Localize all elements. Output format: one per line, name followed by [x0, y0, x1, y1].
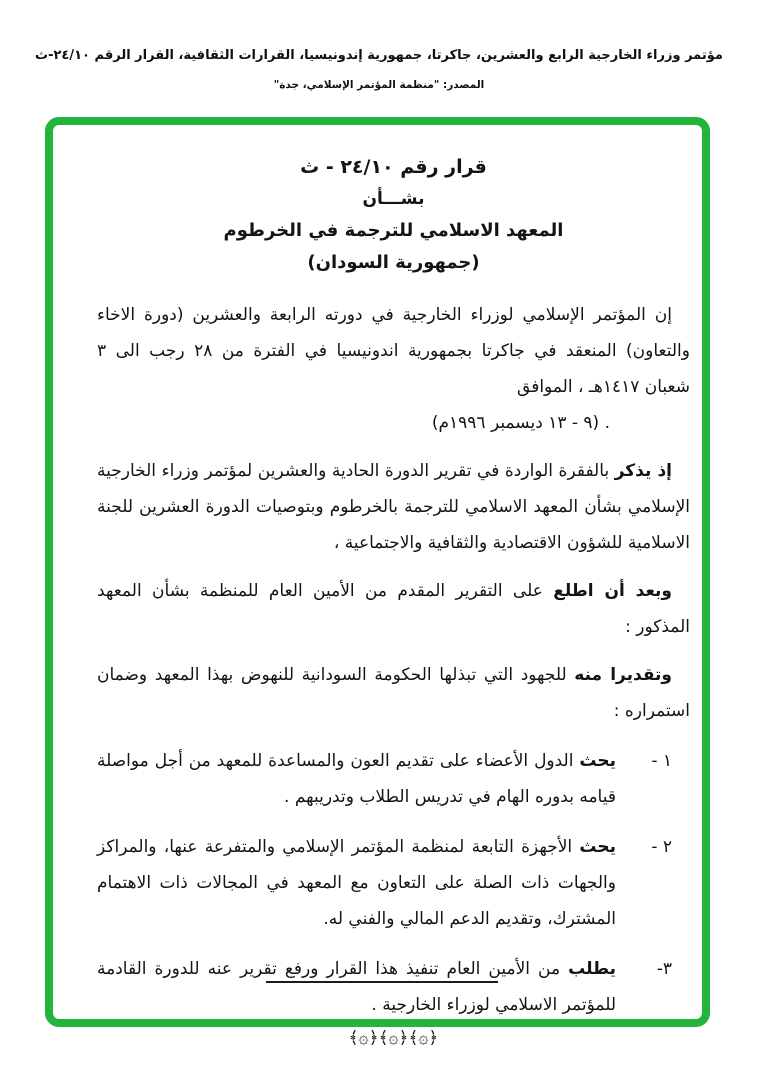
- preamble-paragraph-4-text: للجهود التي تبذلها الحكومة السودانية للنهوض بهذا المعهد وضمان استمراره :: [97, 665, 690, 721]
- ornamental-divider: ﴿۞﴾﴿۞﴾﴿۞﴾: [348, 1028, 439, 1048]
- clause-lead-verb: يحث: [579, 751, 616, 771]
- clause-body-text: من الأمين العام تنفيذ هذا القرار ورفع تقرير عنه للدورة القادمة للمؤتمر الاسلامي لوزراء الخارجية .: [97, 959, 616, 1015]
- resolution-number-title: قرار رقم ٢٤/١٠ - ث: [300, 156, 487, 178]
- preamble-paragraph-3-lead: وبعد أن اطلع: [553, 581, 672, 601]
- clause-text: [97, 951, 616, 1023]
- footer-rule-line: [266, 981, 498, 983]
- clause-body-text: الدول الأعضاء على تقديم العون والمساعدة للمعهد من أجل مواصلة قيامه بدوره الهام في تدريس الطلاب وتدريبهم .: [97, 751, 616, 807]
- clause-text: [97, 743, 616, 815]
- preamble-paragraph-4-lead: وتقديرا منه: [574, 665, 672, 685]
- preamble-paragraph-4: [97, 657, 690, 729]
- clause-item-1: [97, 743, 690, 815]
- resolution-country-title: (جمهورية السودان): [307, 252, 480, 273]
- clause-number: ٢ -: [651, 837, 672, 857]
- preamble-paragraph-1: [97, 297, 690, 405]
- preamble-paragraph-3-text: على التقرير المقدم من الأمين العام للمنظمة بشأن المعهد المذكور :: [97, 581, 690, 637]
- clause-lead-verb: يطلب: [568, 959, 616, 979]
- clause-body-text: الأجهزة التابعة لمنظمة المؤتمر الإسلامي والمتفرعة عنها، والمراكز والجهات ذات الصلة على التعاون مع المعهد في المجالات ذات الاهتمام المشترك، وتقديم الدعم المالي والفني له.: [97, 837, 616, 929]
- clause-lead-verb: يحث: [579, 837, 616, 857]
- preamble-paragraph-3: [97, 573, 690, 645]
- green-resolution-frame: [45, 117, 710, 1048]
- resolution-regarding-label: بشـــأن: [362, 189, 425, 209]
- resolution-title-block: [97, 151, 690, 279]
- resolution-subject-title: المعهد الاسلامي للترجمة في الخرطوم: [223, 220, 564, 241]
- preamble-paragraph-1-text: إن المؤتمر الإسلامي لوزراء الخارجية في دورته الرابعة والعشرين (دورة الاخاء والتعاون) المنعقد في جاكرتا بجمهورية اندونيسيا في الفترة من ٢٨ رجب الى ٣ شعبان ١٤١٧هـ ، الموافق: [97, 305, 690, 397]
- preamble-paragraph-2: [97, 453, 690, 561]
- preamble-paragraph-2-text: بالفقرة الواردة في تقرير الدورة الحادية والعشرين لمؤتمر وزراء الخارجية الإسلامي بشأن المعهد الاسلامي للترجمة بالخرطوم وبتوصيات الدورة العشرين للجنة الاسلامية للشؤون الاقتصادية والثقافية والاجتماعية ،: [97, 461, 690, 553]
- preamble-paragraph-2-lead: إذ يذكر: [614, 461, 672, 481]
- clause-number: ١ -: [651, 751, 672, 771]
- document-citation-header: مؤتمر وزراء الخارجية الرابع والعشرين، جاكرتا، جمهورية إندونيسيا، القرارات الثقافية، القرار الرقم ٢٤/١٠-ث: [35, 48, 723, 63]
- clause-item-2: [97, 829, 690, 937]
- document-source-line: المصدر: "منظمة المؤتمر الإسلامي، جدة": [273, 79, 485, 91]
- session-date-line: (٩ - ١٣ ديسمبر ١٩٩٦م) .: [431, 413, 610, 433]
- clause-text: [97, 829, 616, 937]
- clause-item-3: [97, 951, 690, 1023]
- clause-number: ٣-: [656, 959, 672, 979]
- resolution-body: [53, 125, 702, 1051]
